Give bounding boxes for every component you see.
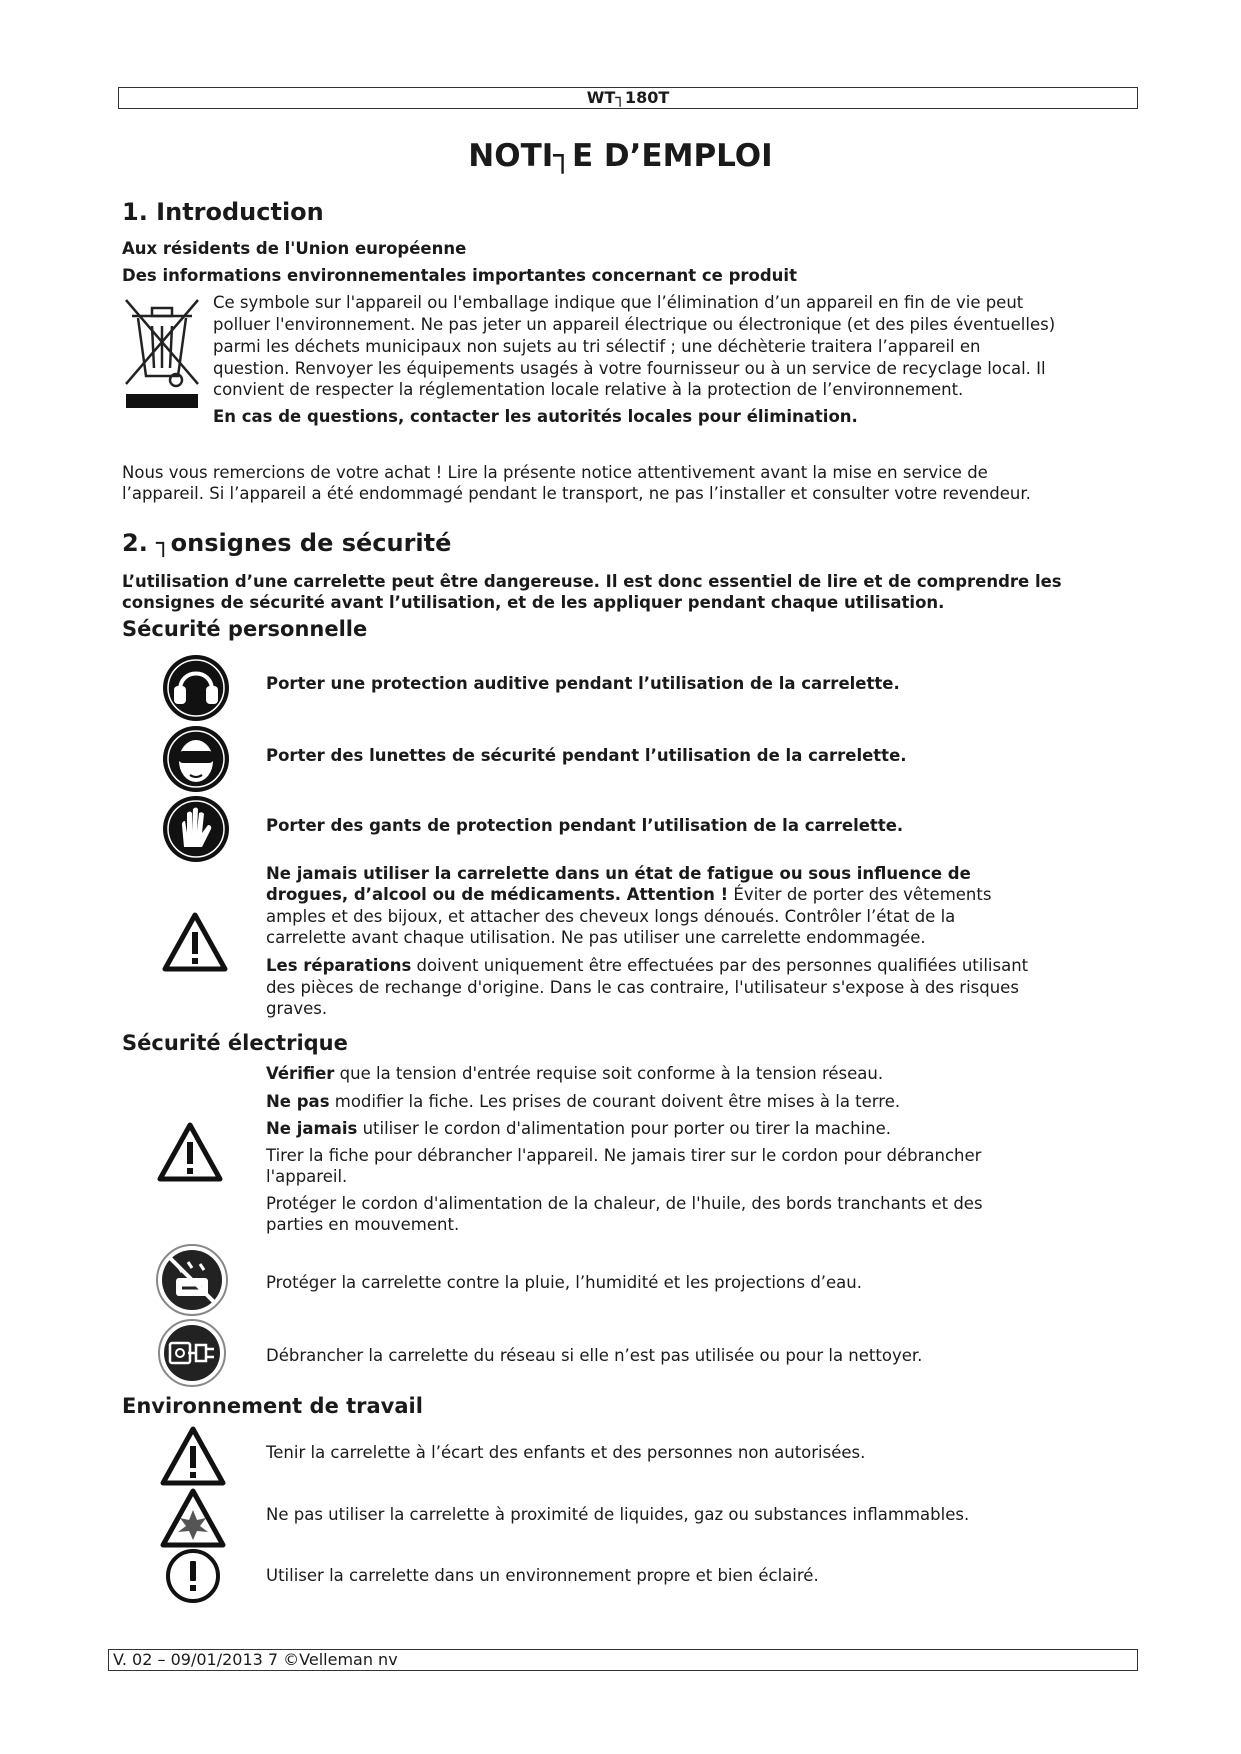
- section-heading-introduction: 1. Introduction: [122, 198, 324, 226]
- exclamation-circle-icon: [165, 1548, 221, 1604]
- page-title: NOTI┐E D’EMPLOI: [468, 138, 773, 174]
- plug-line: [266, 1091, 900, 1113]
- plug-bold: Ne pas: [266, 1092, 330, 1111]
- weee-line-3: parmi les déchets municipaux non sujets au tri sélectif ; une déchèterie traitera l’appareil en: [213, 337, 981, 356]
- weee-bin-icon: [122, 296, 202, 414]
- plug-rest: modifier la fiche. Les prises de courant doivent être mises à la terre.: [329, 1092, 901, 1111]
- cord-rest: utiliser le cordon d'alimentation pour porter ou tirer la machine.: [357, 1119, 891, 1138]
- children-text: Tenir la carrelette à l’écart des enfants et des personnes non autorisées.: [266, 1443, 866, 1462]
- fatigue-line-2: [266, 884, 991, 906]
- repairs-line-3: graves.: [266, 999, 328, 1018]
- safety-warning-line-1: L’utilisation d’une carrelette peut être dangereuse. Il est donc essentiel de lire et de comprendre les: [122, 572, 1062, 591]
- repairs-line-1: [266, 955, 1028, 977]
- flammable-text: Ne pas utiliser la carrelette à proximité de liquides, gaz ou substances inflammables.: [266, 1505, 970, 1524]
- safety-glasses-text: Porter des lunettes de sécurité pendant l’utilisation de la carrelette.: [266, 746, 907, 765]
- unplug-line-2: l'appareil.: [266, 1167, 348, 1186]
- safety-glasses-icon: [162, 725, 230, 793]
- footer-text: V. 02 – 09/01/2013 7 ©Velleman nv: [113, 1650, 398, 1669]
- cord-line: [266, 1118, 891, 1140]
- weee-line-4: question. Renvoyer les équipements usagés à votre fournisseur ou à un service de recyclage local. Il: [213, 359, 1046, 378]
- unplug-mains-icon: [158, 1319, 226, 1387]
- contact-authorities: En cas de questions, contacter les autorités locales pour élimination.: [213, 407, 858, 426]
- fatigue-bold-line-2: drogues, d’alcool ou de médicaments. Attention !: [266, 885, 729, 904]
- cord-bold: Ne jamais: [266, 1119, 358, 1138]
- thanks-line-2: l’appareil. Si l’appareil a été endommagé pendant le transport, ne pas l’installer et consulter votre revendeur.: [122, 484, 1031, 503]
- verify-voltage-line: [266, 1063, 883, 1085]
- verify-rest: que la tension d'entrée requise soit conforme à la tension réseau.: [334, 1064, 884, 1083]
- safety-warning-line-2: consignes de sécurité avant l’utilisation, et de les appliquer pendant chaque utilisation.: [122, 593, 945, 612]
- weee-line-1: Ce symbole sur l'appareil ou l'emballage indique que l’élimination d’un appareil en fin de vie peut: [213, 293, 1024, 312]
- env-info-heading: Des informations environnementales importantes concernant ce produit: [122, 266, 797, 285]
- page-footer: [108, 1649, 1138, 1671]
- weee-line-5: convient de respecter la réglementation locale relative à la protection de l’environnement.: [213, 380, 964, 399]
- electrical-safety-heading: Sécurité électrique: [122, 1031, 348, 1055]
- verify-bold: Vérifier: [266, 1064, 335, 1083]
- model-label: WT┐180T: [586, 88, 670, 107]
- repairs-bold: Les réparations: [266, 956, 412, 975]
- protective-gloves-text: Porter des gants de protection pendant l’utilisation de la carrelette.: [266, 816, 904, 835]
- repairs-rest: doivent uniquement être effectuées par des personnes qualifiées utilisant: [411, 956, 1029, 975]
- page-header: [118, 87, 1138, 109]
- warning-triangle-icon: [157, 1122, 223, 1182]
- thanks-line-1: Nous vous remercions de votre achat ! Lire la présente notice attentivement avant la mise en service de: [122, 463, 988, 482]
- hearing-protection-icon: [162, 654, 230, 722]
- hearing-protection-text: Porter une protection auditive pendant l’utilisation de la carrelette.: [266, 674, 900, 693]
- fatigue-rest-line-2: Éviter de porter des vêtements: [728, 885, 992, 904]
- section-heading-safety: 2. ┐onsignes de sécurité: [122, 529, 452, 557]
- rain-text: Protéger la carrelette contre la pluie, l’humidité et les projections d’eau.: [266, 1273, 862, 1292]
- personal-safety-heading: Sécurité personnelle: [122, 617, 368, 641]
- disconnect-text: Débrancher la carrelette du réseau si elle n’est pas utilisée ou pour la nettoyer.: [266, 1346, 923, 1365]
- protect-cord-line-2: parties en mouvement.: [266, 1215, 460, 1234]
- repairs-line-2: des pièces de rechange d'origine. Dans le cas contraire, l'utilisateur s'expose à des risques: [266, 978, 1019, 997]
- warning-triangle-icon: [160, 1426, 226, 1486]
- warning-triangle-icon: [162, 912, 228, 972]
- work-environment-heading: Environnement de travail: [122, 1394, 423, 1418]
- eu-residents-heading: Aux résidents de l'Union européenne: [122, 239, 467, 258]
- protect-cord-line-1: Protéger le cordon d'alimentation de la chaleur, de l'huile, des bords tranchants et des: [266, 1194, 983, 1213]
- weee-line-2: polluer l'environnement. Ne pas jeter un appareil électrique ou électronique (et des piles éventuelles): [213, 315, 1056, 334]
- fatigue-bold-line-1: Ne jamais utiliser la carrelette dans un état de fatigue ou sous influence de: [266, 864, 971, 883]
- fatigue-line-4: carrelette avant chaque utilisation. Ne pas utiliser une carrelette endommagée.: [266, 928, 926, 947]
- clean-environment-text: Utiliser la carrelette dans un environnement propre et bien éclairé.: [266, 1566, 819, 1585]
- unplug-line-1: Tirer la fiche pour débrancher l'appareil. Ne jamais tirer sur le cordon pour débrancher: [266, 1146, 982, 1165]
- explosive-hazard-icon: [160, 1488, 226, 1548]
- protective-gloves-icon: [162, 795, 230, 863]
- no-rain-icon: [156, 1244, 228, 1316]
- fatigue-line-3: amples et des bijoux, et attacher des cheveux longs dénoués. Contrôler l’état de la: [266, 907, 956, 926]
